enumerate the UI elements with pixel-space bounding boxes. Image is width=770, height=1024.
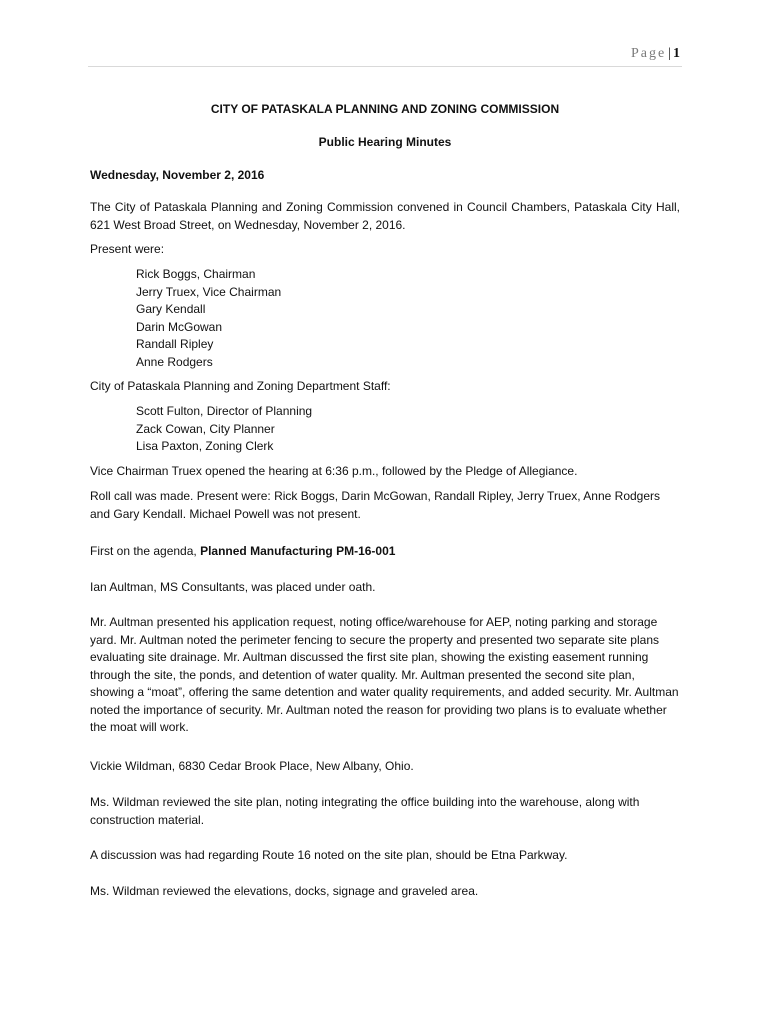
document-title: CITY OF PATASKALA PLANNING AND ZONING COMMISSION xyxy=(210,102,560,116)
page-word: Page xyxy=(630,46,667,61)
member-item: Gary Kendall xyxy=(136,302,206,316)
opening-paragraph: Vice Chairman Truex opened the hearing at 6:36 p.m., followed by the Pledge of Allegiance. xyxy=(90,464,578,478)
agenda-prefix: First on the agenda, xyxy=(90,544,201,558)
present-label: Present were: xyxy=(90,242,165,256)
page-header xyxy=(631,46,680,62)
route16-paragraph: A discussion was had regarding Route 16 noted on the site plan, should be Etna Parkway. xyxy=(90,848,568,862)
meeting-date: Wednesday, November 2, 2016 xyxy=(90,168,265,182)
wildman-address: Vickie Wildman, 6830 Cedar Brook Place, New Albany, Ohio. xyxy=(90,759,414,773)
agenda-item: Planned Manufacturing PM-16-001 xyxy=(200,544,396,558)
aultman-paragraph: Mr. Aultman presented his application request, noting office/warehouse for AEP, noting parking and storage yard. Mr. Aultman noted the perimeter fencing to secure the property and presented two separate site plans evaluating site drainage. Mr. Aultman discussed the first site plan, showing the existing easement running through the site, the ponds, and detention of water quality. Mr. Aultman presented the second site plan, showing a “moat”, offering the same detention and water quality requirements, and added security. Mr. Aultman noted the importance of security. Mr. Aultman noted the reason for providing two plans is to evaluate whether the moat will work. xyxy=(90,615,679,734)
header-rule xyxy=(88,66,682,67)
member-item: Darin McGowan xyxy=(136,319,223,334)
members-list xyxy=(136,266,281,371)
member-item: Jerry Truex, Vice Chairman xyxy=(136,284,282,299)
elevations-paragraph: Ms. Wildman reviewed the elevations, docks, signage and graveled area. xyxy=(90,884,479,898)
document-subtitle: Public Hearing Minutes xyxy=(318,135,452,149)
rollcall-paragraph: Roll call was made. Present were: Rick Boggs, Darin McGowan, Randall Ripley, Jerry Truex, Anne Rodgers and Gary Kendall. Michael Powell was not present. xyxy=(90,489,661,521)
staff-item: Lisa Paxton, Zoning Clerk xyxy=(136,439,274,453)
staff-item: Scott Fulton, Director of Planning xyxy=(136,404,313,418)
staff-label: City of Pataskala Planning and Zoning Department Staff: xyxy=(90,379,391,393)
member-item: Rick Boggs, Chairman xyxy=(136,267,256,281)
staff-item: Zack Cowan, City Planner xyxy=(136,421,275,436)
intro-paragraph: The City of Pataskala Planning and Zoning Commission convened in Council Chambers, Pataskala City Hall, 621 West Broad Street, on Wednesday, November 2, 2016. xyxy=(90,200,680,232)
page-separator: | xyxy=(668,46,671,61)
staff-list xyxy=(136,403,312,456)
member-item: Randall Ripley xyxy=(136,337,214,351)
agenda-paragraph xyxy=(90,543,680,561)
wildman-site-paragraph: Ms. Wildman reviewed the site plan, noting integrating the office building into the warehouse, along with construction material. xyxy=(90,795,640,827)
oath-paragraph: Ian Aultman, MS Consultants, was placed under oath. xyxy=(90,580,376,594)
page-number: 1 xyxy=(673,46,680,61)
member-item: Anne Rodgers xyxy=(136,354,213,369)
